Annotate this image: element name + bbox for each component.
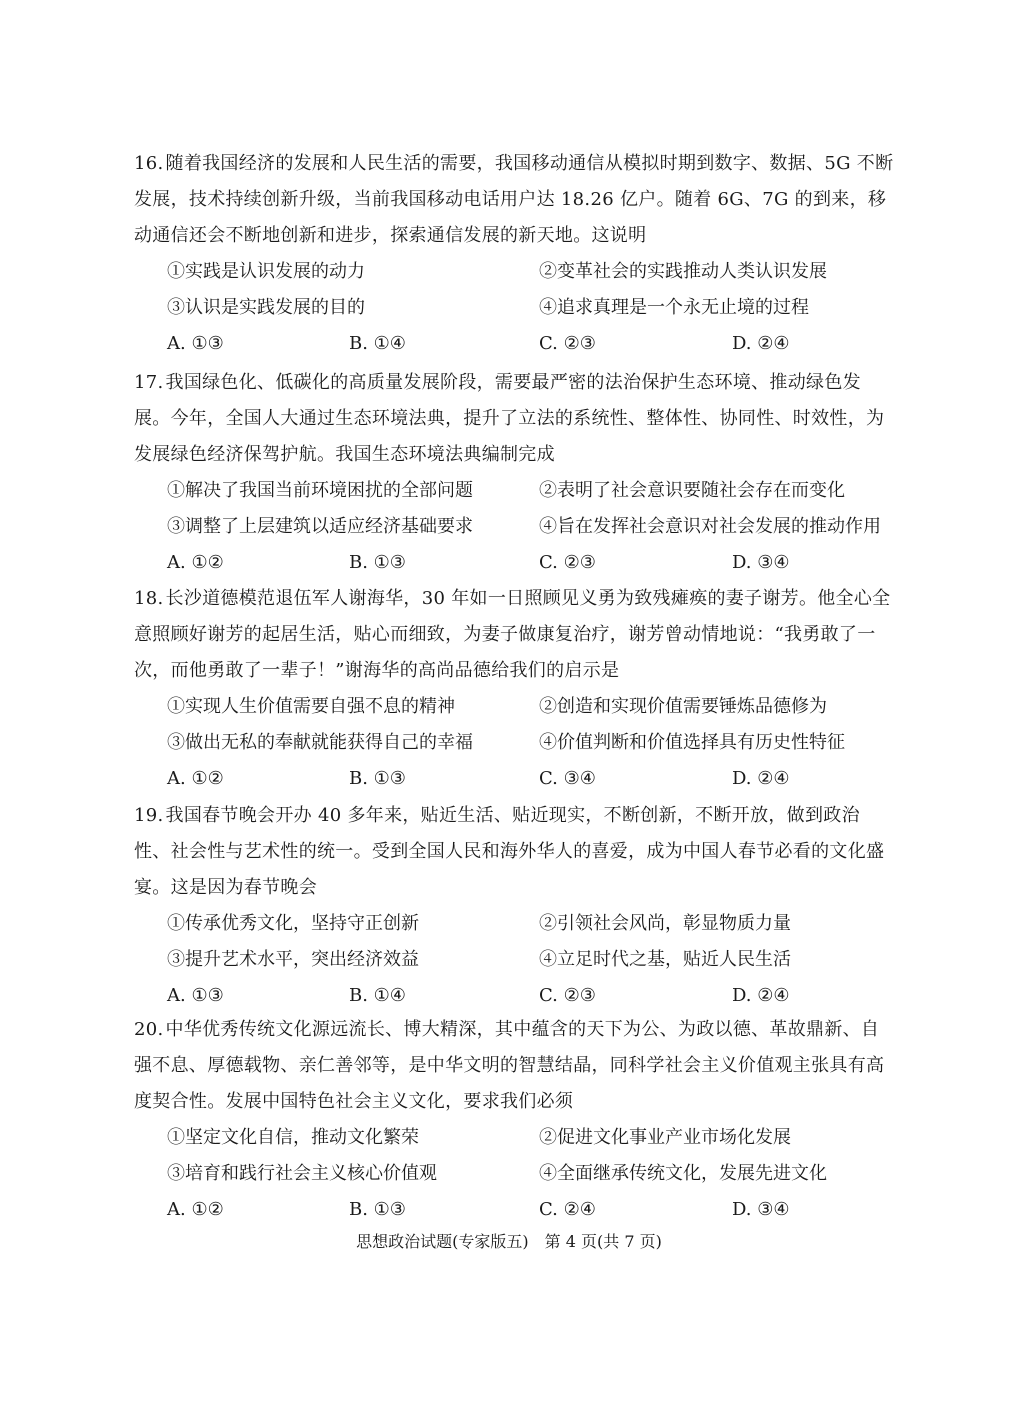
- question-20: [134, 1012, 894, 1228]
- answer-a: A. ①③: [167, 333, 224, 354]
- page-footer: 思想政治试题(专家版五) 第 4 页(共 7 页): [356, 1232, 662, 1251]
- question-text: 中华优秀传统文化源远流长、博大精深，其中蕴含的天下为公、为政以德、革故鼎新、自强不息、厚德载物、亲仁善邻等，是中华文明的智慧结晶，同科学社会主义价值观主张具有高度契合性。发展中国特色社会主义文化，要求我们必须: [134, 1019, 885, 1112]
- option-1: ①坚定文化自信，推动文化繁荣: [167, 1127, 419, 1148]
- option-4: ④价值判断和价值选择具有历史性特征: [539, 732, 845, 753]
- option-row: [134, 725, 894, 761]
- option-row: [134, 689, 894, 725]
- answer-a: A. ①②: [167, 552, 224, 573]
- answer-b: B. ①③: [349, 768, 406, 789]
- answer-c: C. ②③: [539, 985, 596, 1006]
- question-stem: [134, 798, 894, 906]
- answer-row: [134, 326, 894, 362]
- answer-b: B. ①③: [349, 1199, 406, 1220]
- answer-d: D. ②④: [732, 333, 790, 354]
- question-stem: [134, 581, 894, 689]
- question-text: 长沙道德模范退伍军人谢海华，30 年如一日照顾见义勇为致残瘫痪的妻子谢芳。他全心全意照顾好谢芳的起居生活，贴心而细致，为妻子做康复治疗，谢芳曾动情地说：“我勇敢了一次，而他勇敢了一辈子！”谢海华的高尚品德给我们的启示是: [134, 588, 891, 681]
- question-text: 随着我国经济的发展和人民生活的需要，我国移动通信从模拟时期到数字、数据、5G 不断发展，技术持续创新升级，当前我国移动电话用户达 18.26 亿户。随着 6G、7G 的到来，移动通信还会不断地创新和进步，探索通信发展的新天地。这说明: [134, 153, 894, 246]
- option-row: [134, 254, 894, 290]
- option-row: [134, 509, 894, 545]
- answer-d: D. ②④: [732, 985, 790, 1006]
- answer-row: [134, 761, 894, 797]
- answer-a: A. ①②: [167, 768, 224, 789]
- answer-c: C. ②③: [539, 552, 596, 573]
- question-16: [134, 146, 894, 362]
- option-row: [134, 290, 894, 326]
- answer-row: [134, 978, 894, 1014]
- answer-d: D. ②④: [732, 768, 790, 789]
- question-stem: [134, 365, 894, 473]
- option-4: ④旨在发挥社会意识对社会发展的推动作用: [539, 516, 881, 537]
- option-row: [134, 473, 894, 509]
- question-text: 我国绿色化、低碳化的高质量发展阶段，需要最严密的法治保护生态环境、推动绿色发展。今年，全国人大通过生态环境法典，提升了立法的系统性、整体性、协同性、时效性，为发展绿色经济保驾护航。我国生态环境法典编制完成: [134, 372, 885, 465]
- question-text: 我国春节晚会开办 40 多年来，贴近生活、贴近现实，不断创新，不断开放，做到政治性、社会性与艺术性的统一。受到全国人民和海外华人的喜爱，成为中国人春节必看的文化盛宴。这是因为春节晚会: [134, 805, 885, 898]
- option-row: [134, 906, 894, 942]
- option-3: ③提升艺术水平，突出经济效益: [167, 949, 419, 970]
- option-4: ④追求真理是一个永无止境的过程: [539, 297, 809, 318]
- question-19: [134, 798, 894, 1014]
- question-18: [134, 581, 894, 797]
- question-17: [134, 365, 894, 581]
- option-1: ①解决了我国当前环境困扰的全部问题: [167, 480, 473, 501]
- option-row: [134, 942, 894, 978]
- answer-b: B. ①④: [349, 985, 406, 1006]
- answer-row: [134, 545, 894, 581]
- question-number: 19.: [134, 805, 164, 826]
- option-3: ③培育和践行社会主义核心价值观: [167, 1163, 437, 1184]
- question-stem: [134, 146, 894, 254]
- option-row: [134, 1156, 894, 1192]
- question-number: 16.: [134, 153, 164, 174]
- answer-d: D. ③④: [732, 1199, 790, 1220]
- answer-c: C. ③④: [539, 768, 596, 789]
- answer-a: A. ①③: [167, 985, 224, 1006]
- answer-row: [134, 1192, 894, 1228]
- option-2: ②创造和实现价值需要锤炼品德修为: [539, 696, 827, 717]
- option-3: ③调整了上层建筑以适应经济基础要求: [167, 516, 473, 537]
- question-stem: [134, 1012, 894, 1120]
- option-1: ①传承优秀文化，坚持守正创新: [167, 913, 419, 934]
- option-row: [134, 1120, 894, 1156]
- option-4: ④全面继承传统文化，发展先进文化: [539, 1163, 827, 1184]
- answer-b: B. ①④: [349, 333, 406, 354]
- answer-d: D. ③④: [732, 552, 790, 573]
- option-1: ①实践是认识发展的动力: [167, 261, 365, 282]
- answer-a: A. ①②: [167, 1199, 224, 1220]
- option-3: ③做出无私的奉献就能获得自己的幸福: [167, 732, 473, 753]
- option-2: ②变革社会的实践推动人类认识发展: [539, 261, 827, 282]
- option-3: ③认识是实践发展的目的: [167, 297, 365, 318]
- option-2: ②促进文化事业产业市场化发展: [539, 1127, 791, 1148]
- option-2: ②表明了社会意识要随社会存在而变化: [539, 480, 845, 501]
- option-2: ②引领社会风尚，彰显物质力量: [539, 913, 791, 934]
- question-number: 17.: [134, 372, 164, 393]
- option-1: ①实现人生价值需要自强不息的精神: [167, 696, 455, 717]
- question-number: 20.: [134, 1019, 164, 1040]
- answer-b: B. ①③: [349, 552, 406, 573]
- option-4: ④立足时代之基，贴近人民生活: [539, 949, 791, 970]
- answer-c: C. ②④: [539, 1199, 596, 1220]
- question-number: 18.: [134, 588, 164, 609]
- answer-c: C. ②③: [539, 333, 596, 354]
